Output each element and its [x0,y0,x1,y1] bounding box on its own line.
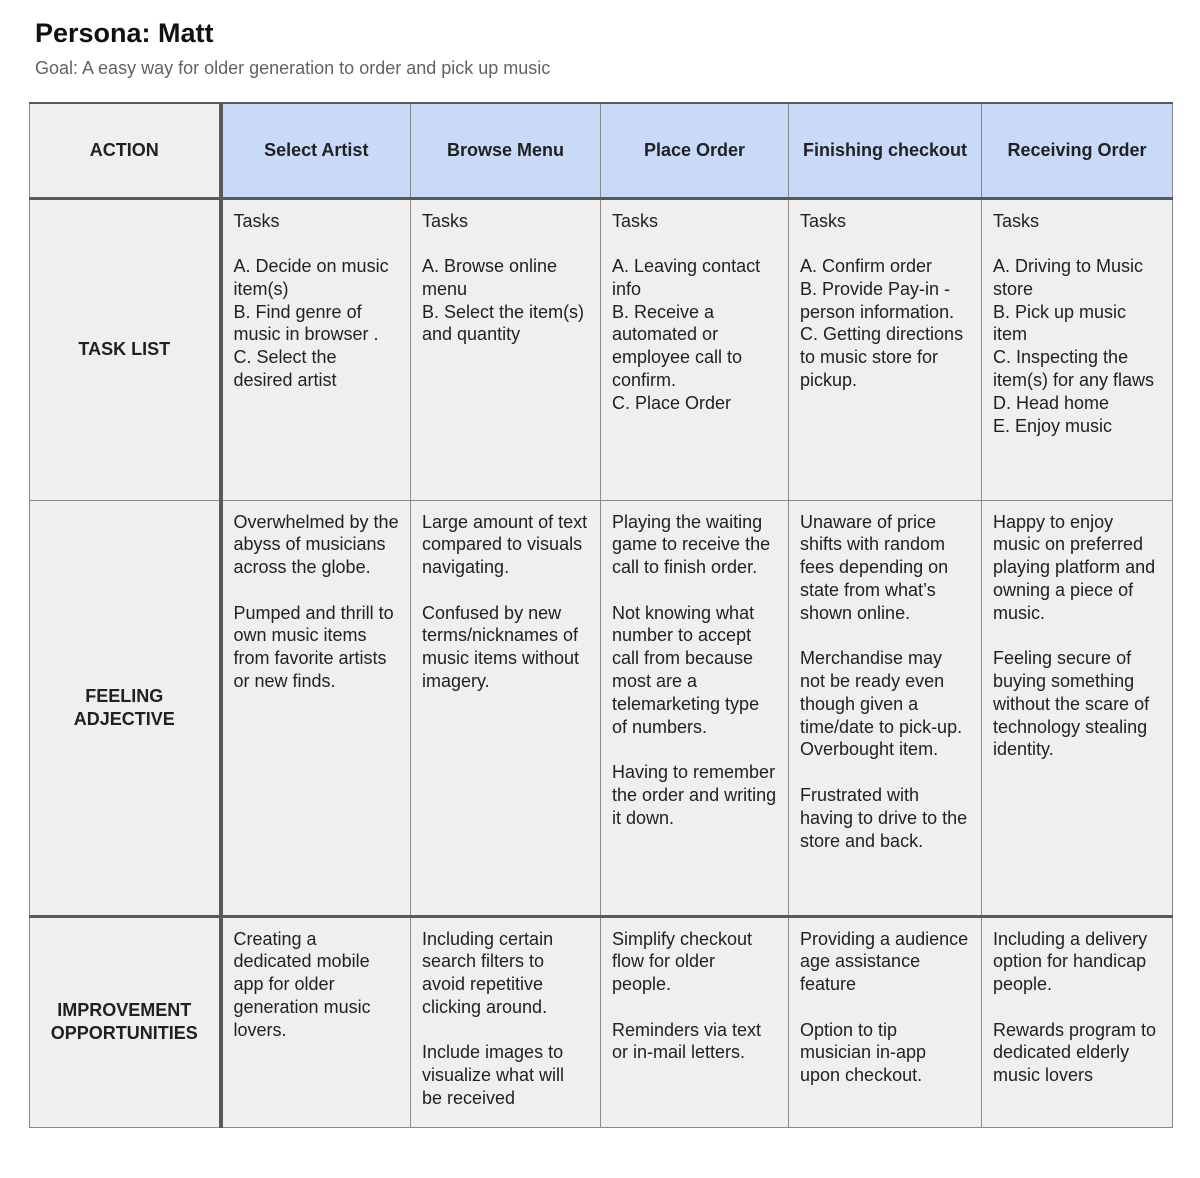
journey-map-table [29,102,1173,1128]
feeling-cell-place-order [601,500,789,916]
improvement-opportunities-label-text: IMPROVEMENT OPPORTUNITIES [50,1000,198,1043]
stage-place-order: Place Order [601,103,789,198]
task-text-browse-menu: Tasks A. Browse online menu B. Select the item(s) and quantity [422,210,585,345]
feeling-cell-receiving-order [982,500,1173,916]
task-text-receiving-order: Tasks A. Driving to Music store B. Pick up music item C. Inspecting the item(s) for any flaws D. Head home E. Enjoy music [993,210,1155,436]
persona-goal: Goal: A easy way for older generation to order and pick up music [35,58,551,78]
task-list-row [30,198,1173,500]
feeling-cell-browse-menu [411,500,601,916]
feeling-adjective-row [30,500,1173,916]
improvement-text-select-artist: Creating a dedicated mobile app for older generation music lovers. [233,928,371,1040]
task-cell-place-order [601,198,789,500]
task-cell-browse-menu [411,198,601,500]
task-text-select-artist: Tasks A. Decide on music item(s) B. Find genre of music in browser . C. Select the desired artist [233,210,389,391]
improvement-text-finishing-checkout: Providing a audience age assistance feature Option to tip musician in-app upon checkout. [800,928,969,1086]
task-text-finishing-checkout: Tasks A. Confirm order B. Provide Pay-in -person information. C. Getting directions to music store for pickup. [800,210,964,391]
stage-header-row [30,103,1173,198]
improvement-text-receiving-order: Including a delivery option for handicap people. Rewards program to dedicated elderly music lovers [993,928,1157,1086]
feeling-adjective-label-text: FEELING ADJECTIVE [73,685,175,729]
action-header: ACTION [30,103,221,198]
improvement-cell-place-order [601,916,789,1127]
persona-title: Persona: Matt [35,18,214,48]
stage-finishing-checkout: Finishing checkout [789,103,982,198]
improvement-opportunities-row [30,916,1173,1127]
improvement-cell-browse-menu [411,916,601,1127]
task-cell-select-artist [221,198,411,500]
improvement-cell-receiving-order [982,916,1173,1127]
feeling-text-select-artist: Overwhelmed by the abyss of musicians across the globe. Pumped and thrill to own music items from favorite artists or new finds. [233,511,399,692]
task-cell-finishing-checkout [789,198,982,500]
task-list-label [30,198,221,500]
improvement-text-browse-menu: Including certain search filters to avoid repetitive clicking around. Include images to visualize what will be received [422,928,565,1109]
improvement-text-place-order: Simplify checkout flow for older people. Reminders via text or in-mail letters. [612,928,762,1063]
task-list-label-text: TASK LIST [78,339,171,359]
task-text-place-order: Tasks A. Leaving contact info B. Receive a automated or employee call to confirm. C. Place Order [612,210,761,413]
feeling-adjective-label [30,500,221,916]
improvement-opportunities-label [30,916,221,1127]
stage-browse-menu: Browse Menu [411,103,601,198]
feeling-text-place-order: Playing the waiting game to receive the call to finish order. Not knowing what number to accept call from because most are a telemarketing type of numbers. Having to remember the order and writing it down. [612,511,777,828]
stage-receiving-order: Receiving Order [982,103,1173,198]
improvement-cell-select-artist [221,916,411,1127]
feeling-text-finishing-checkout: Unaware of price shifts with random fees depending on state from what’s shown online. Merchandise may not be ready even though given a time/date to pick-up. Overbought item. Frustrated with having to drive to the store and back. [800,511,968,851]
stage-select-artist: Select Artist [221,103,411,198]
feeling-cell-finishing-checkout [789,500,982,916]
feeling-cell-select-artist [221,500,411,916]
task-cell-receiving-order [982,198,1173,500]
improvement-cell-finishing-checkout [789,916,982,1127]
feeling-text-browse-menu: Large amount of text compared to visuals navigating. Confused by new terms/nicknames of music items without imagery. [422,511,588,692]
feeling-text-receiving-order: Happy to enjoy music on preferred playing platform and owning a piece of music. Feeling secure of buying something without the scare of technology stealing identity. [993,511,1156,760]
